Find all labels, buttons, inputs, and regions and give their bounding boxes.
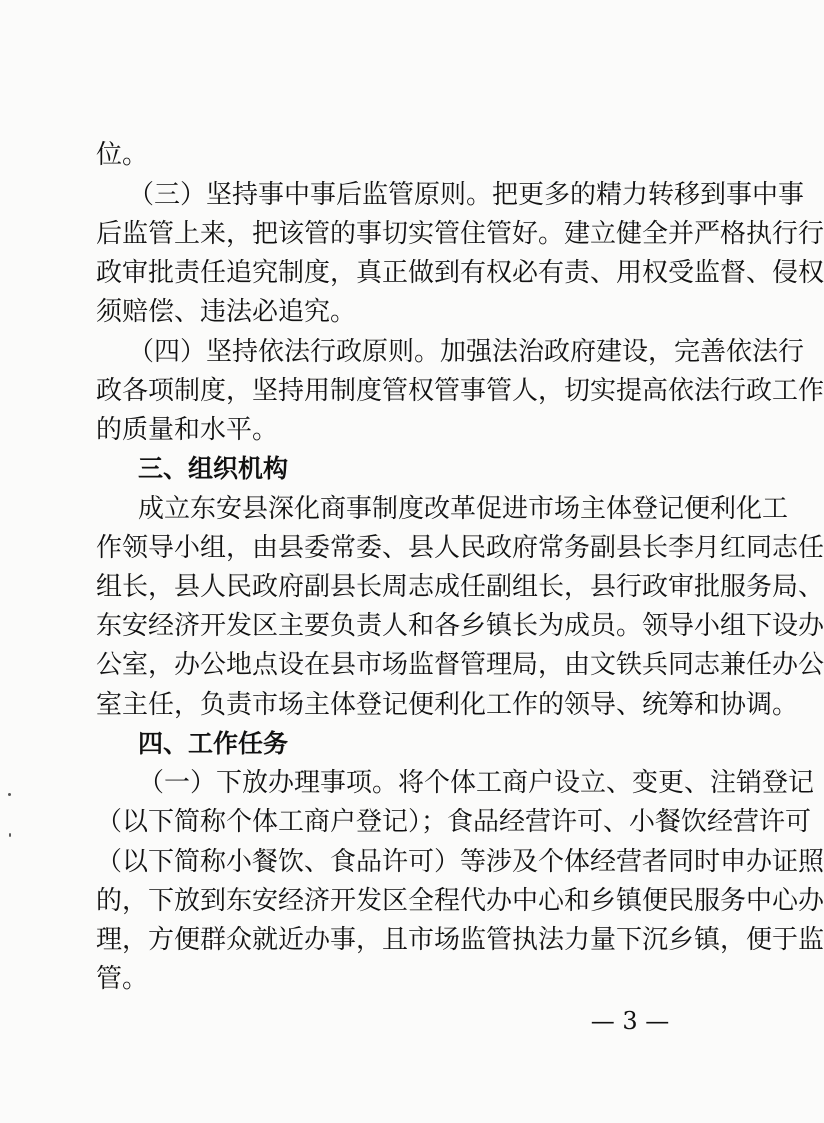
text-line: 政审批责任追究制度，真正做到有权必有责、用权受监督、侵权 <box>96 258 824 288</box>
text-line: 室主任，负责市场主体登记便利化工作的领导、统筹和协调。 <box>96 690 799 720</box>
text-line: 理，方便群众就近办事，且市场监管执法力量下沉乡镇，便于监 <box>96 925 824 955</box>
text-line: 的，下放到东安经济开发区全程代办中心和乡镇便民服务中心办 <box>96 886 824 916</box>
page-number: — 3 — <box>590 1007 670 1035</box>
text-line: 东安经济开发区主要负责人和各乡镇长为成员。领导小组下设办 <box>96 611 824 641</box>
text-line: （以下简称个体工商户登记）；食品经营许可、小餐饮经营许可 <box>96 807 812 837</box>
text-line: 须赔偿、违法必追究。 <box>96 297 357 327</box>
section-heading: 四、工作任务 <box>138 729 289 758</box>
text-line: 政各项制度，坚持用制度管权管事管人，切实提高依法行政工作 <box>96 376 824 406</box>
text-line: 公室，办公地点设在县市场监督管理局，由文铁兵同志兼任办公 <box>96 650 824 680</box>
text-line: 的质量和水平。 <box>96 415 279 445</box>
text-line: 作领导小组，由县委常委、县人民政府常务副县长李月红同志任 <box>96 533 824 563</box>
text-line: （以下简称小餐饮、食品许可）等涉及个体经营者同时申办证照 <box>96 847 824 877</box>
text-line: （四）坚持依法行政原则。加强法治政府建设，完善依法行 <box>128 337 805 367</box>
text-line: 成立东安县深化商事制度改革促进市场主体登记便利化工 <box>138 494 789 524</box>
text-line: 后监管上来，把该管的事切实管住管好。建立健全并严格执行行 <box>96 219 824 249</box>
scan-speck <box>8 793 11 796</box>
scan-speck <box>9 833 11 837</box>
text-line: 位。 <box>96 140 149 170</box>
section-heading: 三、组织机构 <box>138 454 289 483</box>
text-line: （一）下放办理事项。将个体工商户设立、变更、注销登记 <box>138 768 815 798</box>
text-line: 管。 <box>96 964 149 994</box>
text-line: 组长，县人民政府副县长周志成任副组长，县行政审批服务局、 <box>96 572 824 602</box>
text-line: （三）坚持事中事后监管原则。把更多的精力转移到事中事 <box>128 180 805 210</box>
